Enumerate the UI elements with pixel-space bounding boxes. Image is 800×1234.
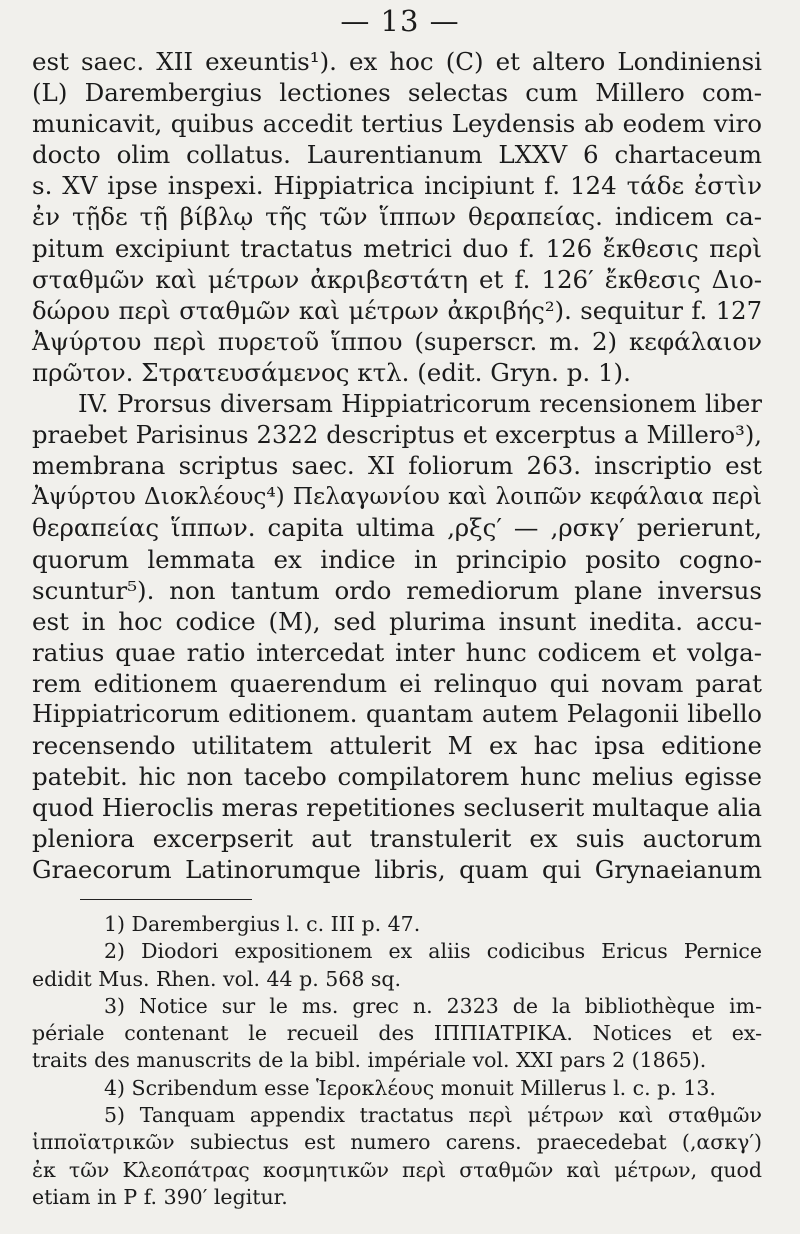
text-line: δώρου περὶ σταθμῶν καὶ μέτρων ἀκριβής²). sequitur f. 127 [32,295,762,325]
footnote-line: 3) Notice sur le ms. grec n. 2323 de la bibliothèque im- [104,993,762,1018]
text-line: rem editionem quaerendum ei relinquo qui novam parat [32,668,762,698]
footnote-line: traits des manuscrits de la bibl. impériale vol. XXI pars 2 (1865). [32,1048,707,1073]
footnote-line: périale contenant le recueil des ΙΠΠΙΑΤΡΙΚΑ. Notices et ex- [32,1021,762,1046]
text-line: Ἀψύρτου περὶ πυρετοῦ ἵππου (superscr. m. 2) κεφάλαιον [32,326,762,356]
text-line: s. XV ipse inspexi. Hippiatrica incipiunt f. 124 τάδε ἐστὶν [32,171,762,201]
text-line: pleniora excerpserit aut transtulerit ex suis auctorum [32,824,762,854]
footnote-line: 4) Scribendum esse Ἱεροκλέους monuit Millerus l. c. p. 13. [104,1075,716,1100]
text-line: Hippiatricorum editionem. quantam autem Pelagonii libello [32,699,762,728]
text-line: ratius quae ratio intercedat inter hunc codicem et volga- [32,637,762,667]
text-line: IV. Prorsus diversam Hippiatricorum recensionem liber [78,389,762,419]
text-line: πρῶτον. Στρατευσάμενος κτλ. (edit. Gryn. p. 1). [32,357,631,387]
text-line: σταθμῶν καὶ μέτρων ἀκριβεστάτη et f. 126′ ἔκθεσις Διο- [32,264,762,294]
text-line: membrana scriptus saec. XI foliorum 263. inscriptio est [32,451,762,481]
text-line: (L) Darembergius lectiones selectas cum Millero com- [32,78,762,108]
footnote-line: edidit Mus. Rhen. vol. 44 p. 568 sq. [32,966,402,991]
text-line: quorum lemmata ex indice in principio posito cogno- [32,544,762,574]
text-line: docto olim collatus. Laurentianum LXXV 6 chartaceum [32,140,762,170]
text-line: patebit. hic non tacebo compilatorem hunc melius egisse [32,762,762,792]
text-line: pitum excipiunt tractatus metrici duo f. 126 ἔκθεσις περὶ [32,233,762,263]
text-line: scuntur⁵). non tantum ordo remediorum plane inversus [32,575,762,605]
footnote-line: 2) Diodori expositionem ex aliis codicibus Ericus Pernice [104,939,762,964]
text-line: municavit, quibus accedit tertius Leydensis ab eodem viro [32,109,762,139]
page-number: — 13 — [340,4,460,38]
footnote-line: etiam in P f. 390′ legitur. [32,1184,288,1209]
footnote-divider [80,899,252,900]
text-line: θεραπείας ἵππων. capita ultima ‚ρξς′ — ‚ρσκγ′ perierunt, [32,513,762,543]
text-line: praebet Parisinus 2322 descriptus et excerptus a Millero³), [32,420,762,450]
main-text [32,46,762,886]
text-line: ἐν τῇδε τῇ βίβλῳ τῆς τῶν ἵππων θεραπείας. indicem ca- [32,202,762,232]
footnote-line: 1) Darembergius l. c. III p. 47. [104,912,421,936]
footnote-line: 5) Tanquam appendix tractatus περὶ μέτρων καὶ σταθμῶν [104,1103,762,1128]
text-line: est saec. XII exeuntis¹). ex hoc (C) et altero Londiniensi [32,47,762,76]
footnote-line: ἐκ τῶν Κλεοπάτρας κοσμητικῶν περὶ σταθμῶν καὶ μέτρων, quod [32,1157,762,1182]
text-line: Ἀψύρτου Διοκλέους⁴) Πελαγωνίου καὶ λοιπῶν κεφάλαια περὶ [32,483,762,511]
text-line: recensendo utilitatem attulerit M ex hac ipsa editione [32,731,762,761]
footnotes [32,911,762,1211]
footnote-line: ἱπποϊατρικῶν subiectus est numero carens. praecedebat (‚ασκγ′) [32,1130,762,1155]
text-line: quod Hieroclis meras repetitiones secluserit multaque alia [32,793,762,823]
text-line: Graecorum Latinorumque libris, quam qui Grynaeianum [32,855,762,885]
text-line: est in hoc codice (M), sed plurima insunt inedita. accu- [32,606,762,636]
